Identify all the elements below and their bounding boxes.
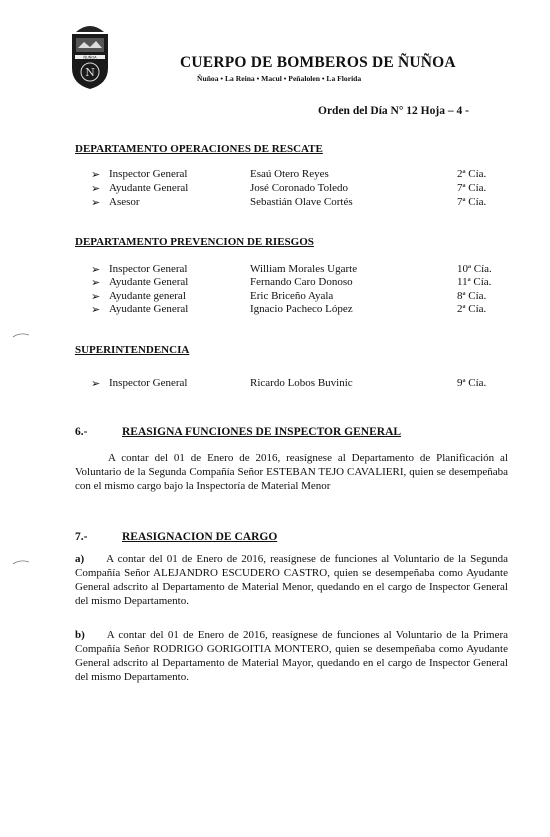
arrow-bullet-icon: ➢	[91, 197, 101, 209]
arrow-bullet-icon: ➢	[91, 264, 101, 276]
role: Inspector General	[109, 263, 188, 275]
logo-text: ÑUÑOA	[83, 55, 97, 60]
role: Inspector General	[109, 168, 188, 180]
company: 10ª Cía.	[457, 263, 492, 275]
arrow-bullet-icon: ➢	[91, 169, 101, 181]
company: 8ª Cía.	[457, 290, 487, 302]
arrow-bullet-icon: ➢	[91, 378, 101, 390]
list-item	[91, 290, 491, 303]
person-name: Fernando Caro Donoso	[250, 276, 353, 288]
arrow-bullet-icon: ➢	[91, 183, 101, 195]
role: Ayudante General	[109, 182, 189, 194]
section-number: 6.-	[75, 426, 88, 438]
list-item	[91, 263, 491, 276]
arrow-bullet-icon: ➢	[91, 291, 101, 303]
dept-title: SUPERINTENDENCIA	[75, 344, 190, 356]
margin-mark	[12, 325, 30, 331]
section-number: 7.-	[75, 531, 88, 543]
paragraph	[75, 451, 508, 493]
list-item	[91, 303, 491, 316]
role: Ayudante General	[109, 276, 189, 288]
role: Ayudante General	[109, 303, 189, 315]
role: Ayudante general	[109, 290, 186, 302]
section-title: REASIGNACION DE CARGO	[122, 531, 278, 543]
list-item	[91, 182, 491, 195]
org-title: CUERPO DE BOMBEROS DE ÑUÑOA	[180, 54, 456, 71]
person-name: Ricardo Lobos Buvinic	[250, 377, 353, 389]
dept-title: DEPARTAMENTO PREVENCION DE RIESGOS	[75, 236, 314, 248]
svg-text:N: N	[85, 66, 95, 79]
orden-del-dia: Orden del Día N° 12 Hoja – 4 -	[318, 105, 469, 117]
list-item	[91, 168, 491, 181]
person-name: Esaú Otero Reyes	[250, 168, 329, 180]
paragraph-letter: b)	[75, 629, 85, 641]
list-item	[91, 377, 491, 390]
paragraph	[75, 628, 508, 684]
list-item	[91, 196, 491, 209]
dept-title: DEPARTAMENTO OPERACIONES DE RESCATE	[75, 143, 323, 155]
person-name: Sebastián Olave Cortés	[250, 196, 353, 208]
role: Inspector General	[109, 377, 188, 389]
paragraph-text: A contar del 01 de Enero de 2016, reasígnese de funciones al Voluntario de la Segunda Compañía Señor ALEJANDRO ESCUDERO CASTRO, quien se desempeñaba como Ayudante General adscrito al Departamento de Material Menor, quedando en el cargo de Inspector General del mismo Departamento.	[75, 553, 508, 607]
paragraph-text: A contar del 01 de Enero de 2016, reasígnese de funciones al Voluntario de la Primera Compañía Señor RODRIGO GORIGOITIA MONTERO, quien se desempeñaba como Ayudante General adscrito al Departamento de Material Mayor, quedando en el cargo de Inspector General del mismo Departamento.	[75, 629, 508, 683]
person-name: José Coronado Toledo	[250, 182, 349, 194]
margin-mark	[12, 552, 30, 558]
company: 11ª Cía.	[457, 276, 492, 288]
section-title: REASIGNA FUNCIONES DE INSPECTOR GENERAL	[122, 426, 402, 438]
paragraph	[75, 552, 508, 608]
list-item	[91, 276, 491, 289]
paragraph-letter: a)	[75, 553, 85, 565]
arrow-bullet-icon: ➢	[91, 277, 101, 289]
person-name: William Morales Ugarte	[250, 263, 358, 275]
company: 7ª Cía.	[457, 196, 487, 208]
company: 2ª Cía.	[457, 168, 487, 180]
person-name: Ignacio Pacheco López	[250, 303, 353, 315]
arrow-bullet-icon: ➢	[91, 304, 101, 316]
org-subtitle: Ñuñoa • La Reina • Macul • Peñalolen • La Florida	[197, 74, 362, 83]
company: 9ª Cía.	[457, 377, 487, 389]
paragraph-text: A contar del 01 de Enero de 2016, reasígnese al Departamento de Planificación al Voluntario de la Segunda Compañía Señor ESTEBAN TEJO CAVALIERI, quien se desempeñaba con el mismo cargo bajo la Inspectoría de Material Menor	[75, 452, 508, 492]
company: 2ª Cía.	[457, 303, 487, 315]
role: Asesor	[109, 196, 140, 208]
firefighter-shield-logo	[68, 18, 112, 90]
company: 7ª Cía.	[457, 182, 487, 194]
person-name: Eric Briceño Ayala	[250, 290, 334, 302]
